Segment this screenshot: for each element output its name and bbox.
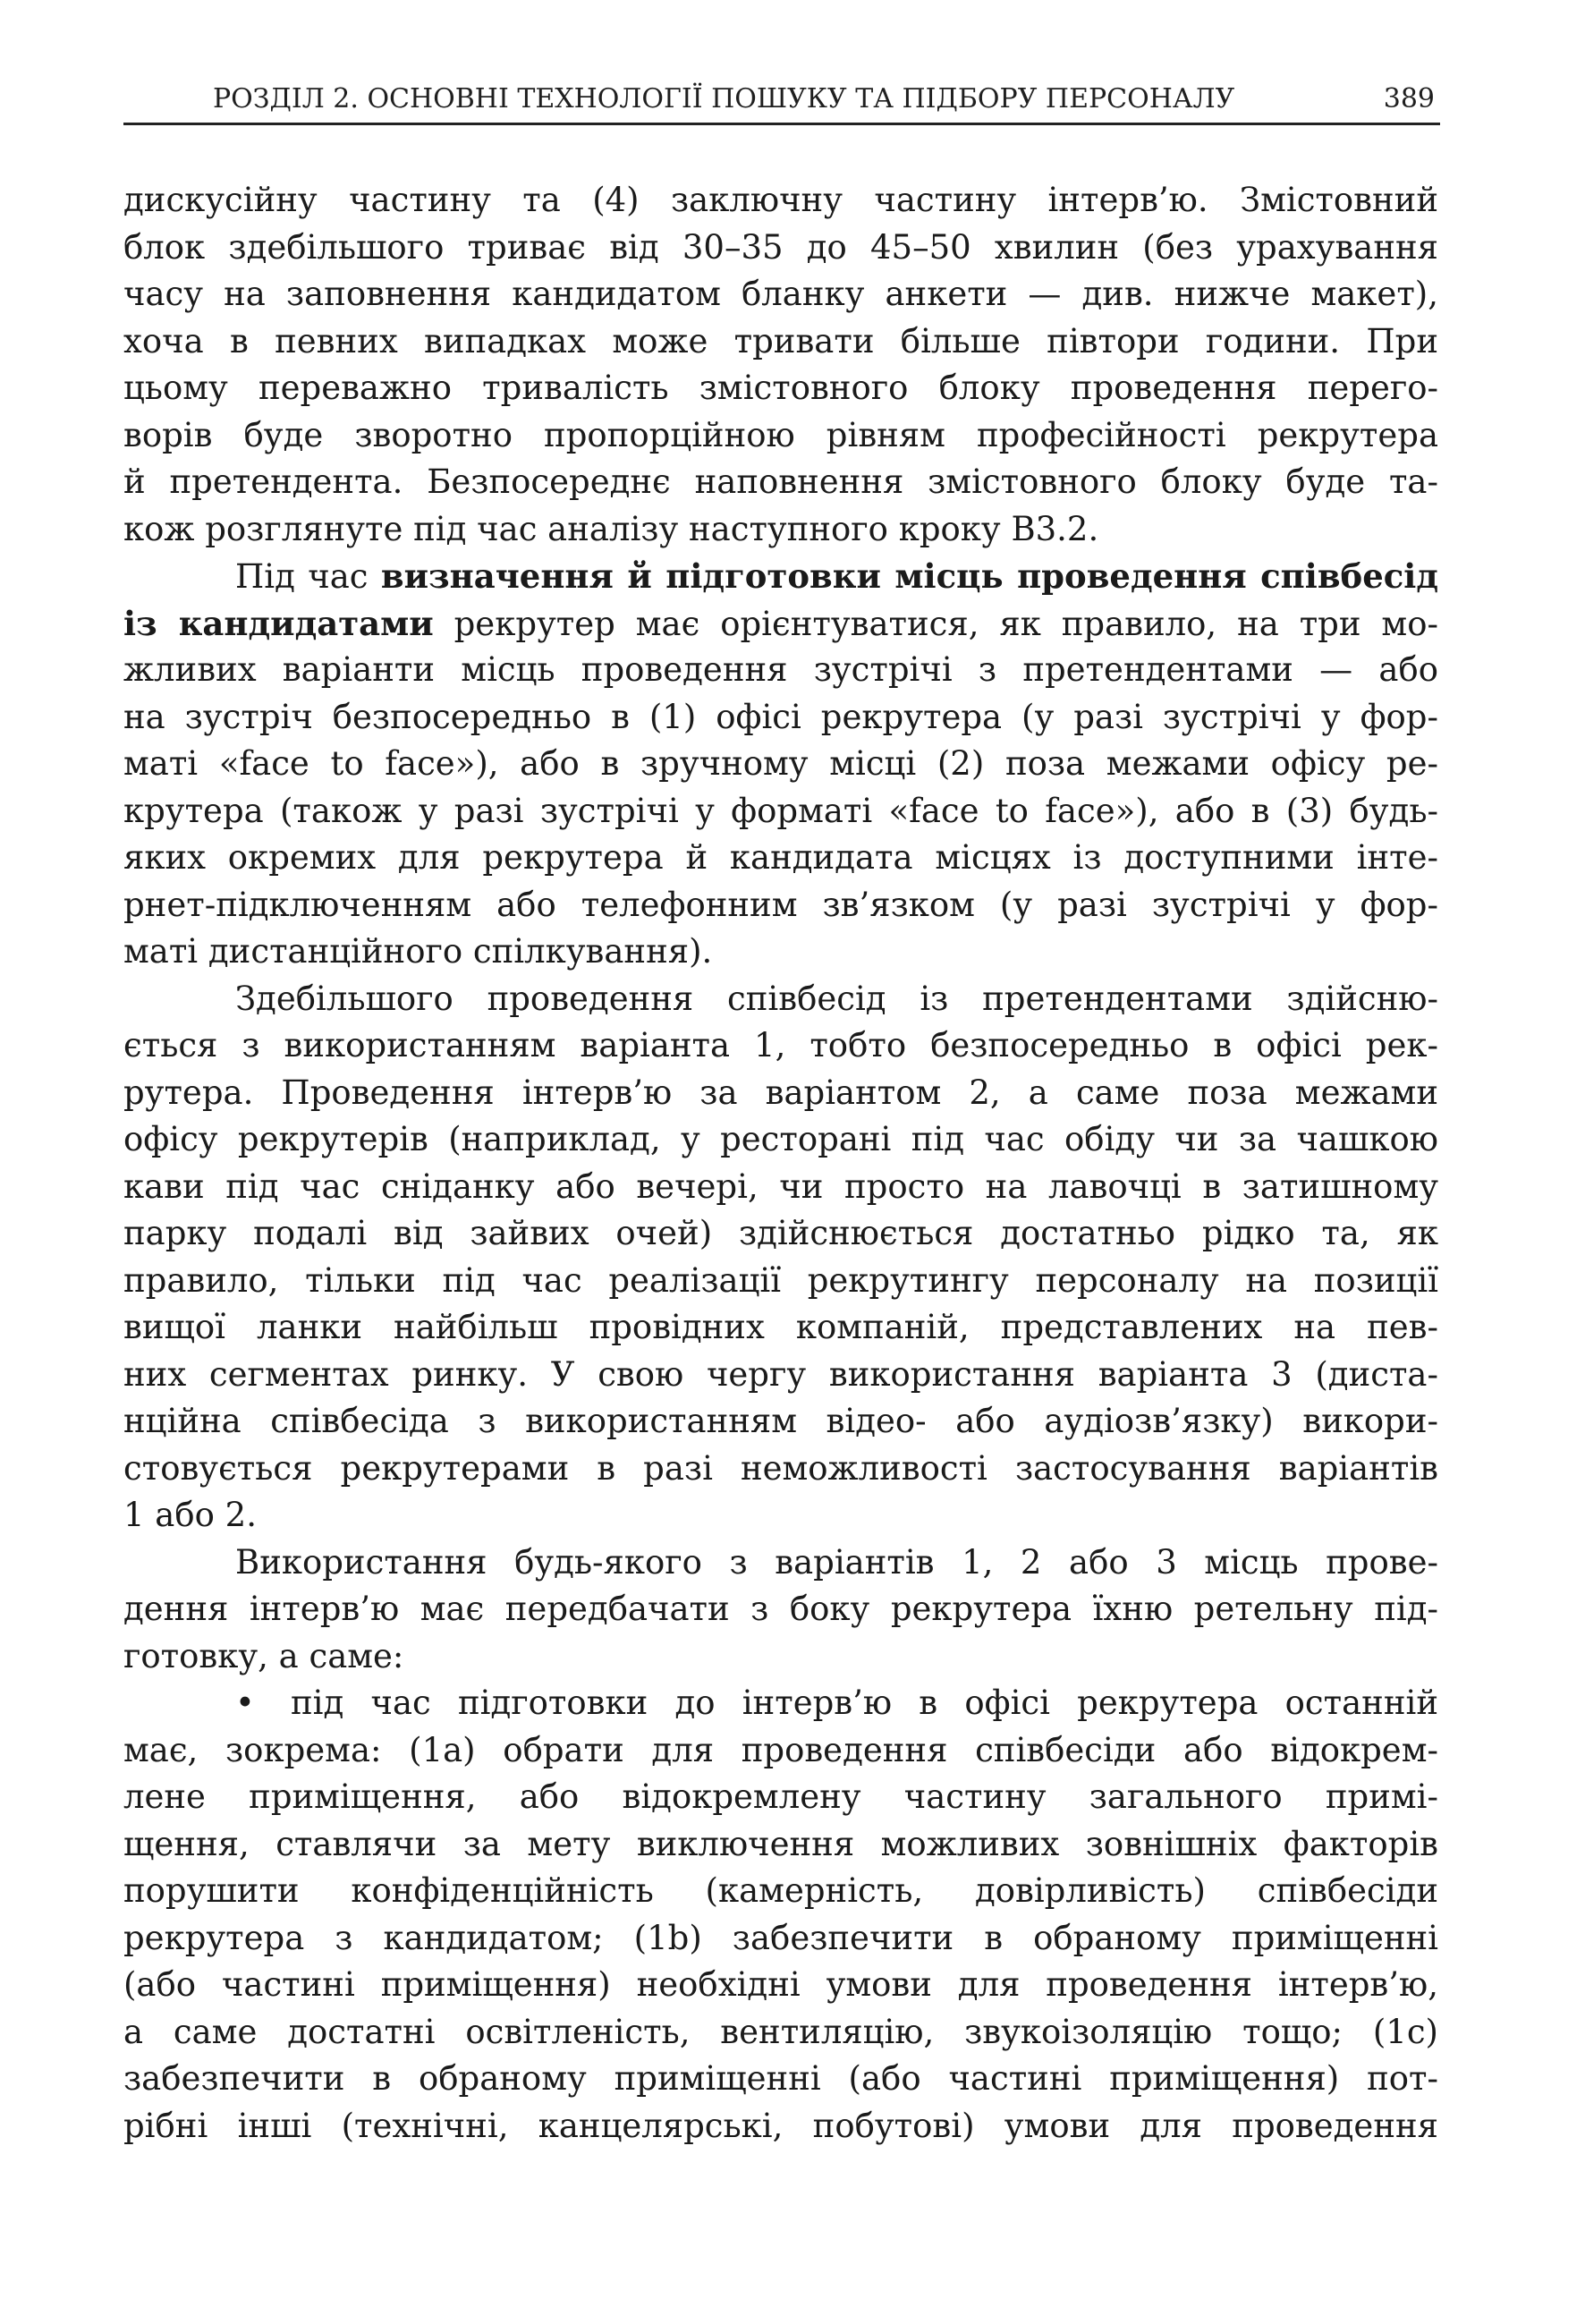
text-line: жливих варіанти місць проведення зустрічі з претендентами — або — [123, 650, 1438, 689]
text-line: Використання будь-якого з варіантів 1, 2 або 3 місць прове- — [235, 1542, 1438, 1582]
text-line: хоча в певних випадках може тривати більше півтори години. При — [123, 321, 1438, 360]
body-text — [123, 177, 1438, 2150]
text-line: ворів буде зворотно пропорційною рівням професійності рекрутера — [123, 415, 1438, 454]
text-line: й претендента. Безпосереднє наповнення змістовного блоку буде та- — [123, 462, 1438, 501]
text-line: парку подалі від зайвих очей) здійснюється достатньо рідко та, як — [123, 1214, 1438, 1252]
chapter-title: РОЗДІЛ 2. ОСНОВНІ ТЕХНОЛОГІЇ ПОШУКУ ТА ПІДБОРУ ПЕРСОНАЛУ — [213, 83, 1235, 115]
text-run: рекрутер має орієнтуватися, як правило, на три мо- — [433, 604, 1438, 643]
bullet-line — [123, 1680, 1438, 1727]
text-line: кави під час сніданку або вечері, чи просто на лавочці в затишному — [123, 1166, 1438, 1206]
text-line: рутера. Проведення інтерв’ю за варіантом 2, а саме поза межами — [123, 1073, 1438, 1112]
text-line: рібні інші (технічні, канцелярські, побутові) умови для проведення — [123, 2106, 1438, 2145]
text-line: на зустріч безпосередньо в (1) офісі рекрутера (у разі зустрічі у фор- — [123, 697, 1438, 736]
text-line: вищої ланки найбільш провідних компаній, представлених на пев- — [123, 1308, 1438, 1346]
bold-term: визначення й підготовки місць проведення співбесід — [380, 556, 1438, 596]
text-line: блок здебільшого триває від 30–35 до 45–50 хвилин (без урахування — [123, 227, 1438, 267]
text-line: лене приміщення, або відокремлену частину загального примі- — [123, 1777, 1438, 1816]
text-line: щення, ставлячи за мету виключення можливих зовнішніх факторів — [123, 1824, 1438, 1863]
bold-term: із кандидатами — [123, 603, 434, 643]
text-line: цьому переважно тривалість змістовного блоку проведення перего- — [123, 369, 1438, 407]
text-line: 1 або 2. — [123, 1496, 257, 1534]
text-line: маті «face to face»), або в зручному місці (2) поза межами офісу ре- — [123, 744, 1438, 783]
text-line: них сегментах ринку. У свою чергу використання варіанта 3 (диста- — [123, 1354, 1438, 1394]
text-line: ється з використанням варіанта 1, тобто безпосередньо в офісі рек- — [123, 1026, 1438, 1064]
text-line: офісу рекрутерів (наприклад, у ресторані під час обіду чи за чашкою — [123, 1120, 1438, 1158]
text-line: має, зокрема: (1a) обрати для проведення співбесіди або відокрем- — [123, 1730, 1438, 1769]
text-line — [123, 600, 1438, 648]
text-line: забезпечити в обраному приміщенні (або частині приміщення) пот- — [123, 2059, 1438, 2098]
text-line: порушити конфіденційність (камерність, довірливість) співбесіди — [123, 1871, 1438, 1910]
text-run: Під час — [235, 557, 381, 596]
text-line: а саме достатні освітленість, вентиляцію, звукоізоляцію тощо; (1c) — [123, 2012, 1438, 2051]
running-header — [123, 82, 1440, 122]
text-line: яких окремих для рекрутера й кандидата місцях із доступними інте- — [123, 838, 1438, 877]
text-line: дискусійну частину та (4) заключну частину інтерв’ю. Змістовний — [123, 181, 1438, 219]
text-line: рекрутера з кандидатом; (1b) забезпечити в обраному приміщенні — [123, 1918, 1438, 1957]
text-line: нційна співбесіда з використанням відео- або аудіозв’язку) викори- — [123, 1402, 1438, 1440]
header-rule — [123, 123, 1440, 125]
text-line: (або частині приміщення) необхідні умови для проведення інтерв’ю, — [123, 1965, 1438, 2004]
text-line: часу на заповнення кандидатом бланку анкети — див. нижче макет), — [123, 275, 1438, 313]
text-line: стовується рекрутерами в разі неможливості застосування варіантів — [123, 1448, 1438, 1488]
text-line: крутера (також у разі зустрічі у форматі «face to face»), або в (3) будь- — [123, 791, 1438, 830]
text-line: кож розглянуте під час аналізу наступного кроку В3.2. — [123, 509, 1099, 548]
page-number: 389 — [1383, 83, 1435, 115]
text-line: маті дистанційного спілкування). — [123, 932, 713, 971]
text-line: Здебільшого проведення співбесід із претендентами здійсню- — [235, 979, 1438, 1018]
text-run: під час підготовки до інтерв’ю в офісі рекрутера останній — [291, 1684, 1438, 1722]
text-line: готовку, а саме: — [123, 1636, 404, 1675]
text-line: правило, тільки під час реалізації рекрутингу персоналу на позиції — [123, 1260, 1438, 1300]
text-line — [123, 553, 1438, 600]
bullet-icon: • — [235, 1684, 255, 1722]
text-line: рнет-підключенням або телефонним зв’язком (у разі зустрічі у фор- — [123, 885, 1438, 924]
text-line: дення інтерв’ю має передбачати з боку рекрутера їхню ретельну під- — [123, 1590, 1438, 1628]
